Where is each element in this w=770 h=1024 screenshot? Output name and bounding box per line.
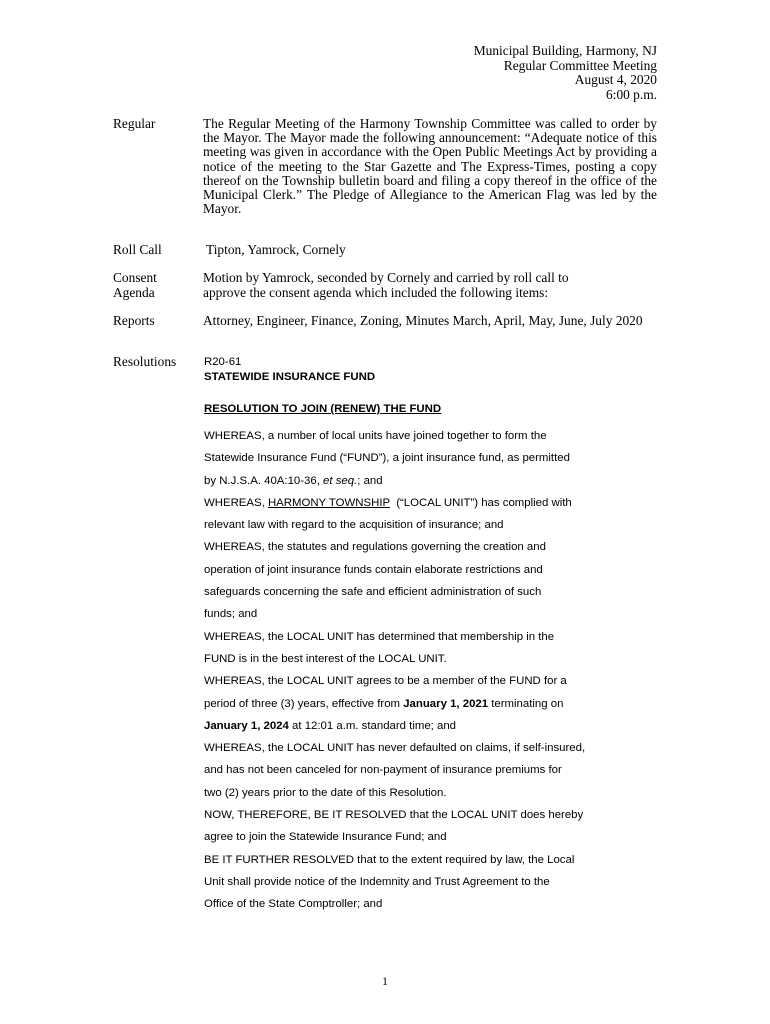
resolution-line: BE IT FURTHER RESOLVED that to the extent required by law, the Local (204, 853, 575, 866)
document-header (474, 44, 657, 102)
section-label-regular: Regular (113, 116, 156, 131)
resolution-line: two (2) years prior to the date of this Resolution. (204, 786, 447, 799)
page-number: 1 (382, 974, 388, 988)
resolution-heading: RESOLUTION TO JOIN (RENEW) THE FUND (204, 403, 442, 415)
header-meeting-type: Regular Committee Meeting (503, 57, 657, 73)
resolution-line: WHEREAS, the LOCAL UNIT has never defaulted on claims, if self-insured, (204, 742, 586, 755)
resolution-body (204, 425, 660, 916)
period-text: period of three (3) years, effective from (204, 697, 404, 710)
resolution-line (204, 470, 660, 492)
section-text-reports: Attorney, Engineer, Finance, Zoning, Minutes March, April, May, June, July 2020 (203, 313, 643, 328)
start-date: January 1, 2021 (403, 697, 489, 710)
section-text-consent-agenda (203, 271, 657, 300)
resolution-line: WHEREAS, a number of local units have joined together to form the (204, 430, 547, 442)
end-date: January 1, 2024 (204, 719, 289, 732)
resolution-line: agree to join the Statewide Insurance Fund; and (204, 831, 447, 844)
section-text-roll-call: Tipton, Yamrock, Cornely (206, 242, 346, 257)
consent-label-line1: Consent (113, 270, 157, 285)
section-text-regular: The Regular Meeting of the Harmony Township Committee was called to order by the Mayor. The Mayor made the following announcement: “Adequate notice of this meeting was given in accordance with the Open Public Meetings Act by providing a notice of the meeting to the Star Gazette and The Express-Times, posting a copy thereof on the Township bulletin board and filing a copy thereof in the office of the Municipal Clerk.” The Pledge of Allegiance to the American Flag was led by the Mayor. (203, 116, 657, 217)
resolution-line: WHEREAS, the LOCAL UNIT agrees to be a member of the FUND for a (204, 675, 567, 688)
resolution-line (204, 715, 660, 737)
section-label-resolutions: Resolutions (113, 354, 177, 369)
local-unit-name: HARMONY TOWNSHIP (267, 496, 390, 509)
resolution-line: WHEREAS, the statutes and regulations governing the creation and (204, 541, 546, 554)
resolution-line: relevant law with regard to the acquisition of insurance; and (204, 519, 504, 532)
resolution-line: Office of the State Comptroller; and (204, 898, 383, 911)
resolution-line: safeguards concerning the safe and efficient administration of such (204, 586, 542, 599)
resolution-line (204, 492, 660, 514)
resolution-header (204, 355, 660, 417)
consent-text-line2: approve the consent agenda which included the following items: (203, 284, 549, 300)
resolution-number: R20-61 (204, 356, 242, 368)
section-label-roll-call: Roll Call (113, 242, 162, 257)
et-seq-text: et seq. (323, 474, 358, 487)
line-suffix: ; and (357, 474, 383, 487)
consent-label-line2: Agenda (113, 284, 155, 300)
line-suffix: terminating on (488, 697, 564, 710)
resolution-line: operation of joint insurance funds contain elaborate restrictions and (204, 563, 543, 576)
resolution-line: Unit shall provide notice of the Indemnity and Trust Agreement to the (204, 875, 550, 888)
resolution-line: FUND is in the best interest of the LOCAL UNIT. (204, 652, 447, 665)
section-label-reports: Reports (113, 313, 155, 328)
resolution-line: NOW, THEREFORE, BE IT RESOLVED that the LOCAL UNIT does hereby (204, 809, 584, 822)
whereas-prefix: WHEREAS, (204, 496, 268, 509)
consent-text-line1: Motion by Yamrock, seconded by Cornely and carried by roll call to (203, 270, 569, 285)
header-time: 6:00 p.m. (606, 86, 657, 102)
resolution-line: WHEREAS, the LOCAL UNIT has determined that membership in the (204, 630, 555, 643)
line-suffix: at 12:01 a.m. standard time; and (288, 719, 457, 732)
header-date: August 4, 2020 (574, 72, 657, 87)
resolution-line: and has not been canceled for non-payment of insurance premiums for (204, 764, 562, 777)
section-label-consent-agenda (113, 271, 201, 300)
statute-citation: by N.J.S.A. 40A:10-36, (204, 474, 324, 487)
line-suffix: (“LOCAL UNIT”) has complied with (389, 496, 572, 509)
resolution-fund-title: STATEWIDE INSURANCE FUND (204, 371, 376, 383)
resolution-line (204, 693, 660, 715)
resolution-line: Statewide Insurance Fund (“FUND”), a joint insurance fund, as permitted (204, 452, 570, 465)
resolution-line: funds; and (204, 608, 258, 621)
header-location: Municipal Building, Harmony, NJ (473, 43, 657, 58)
